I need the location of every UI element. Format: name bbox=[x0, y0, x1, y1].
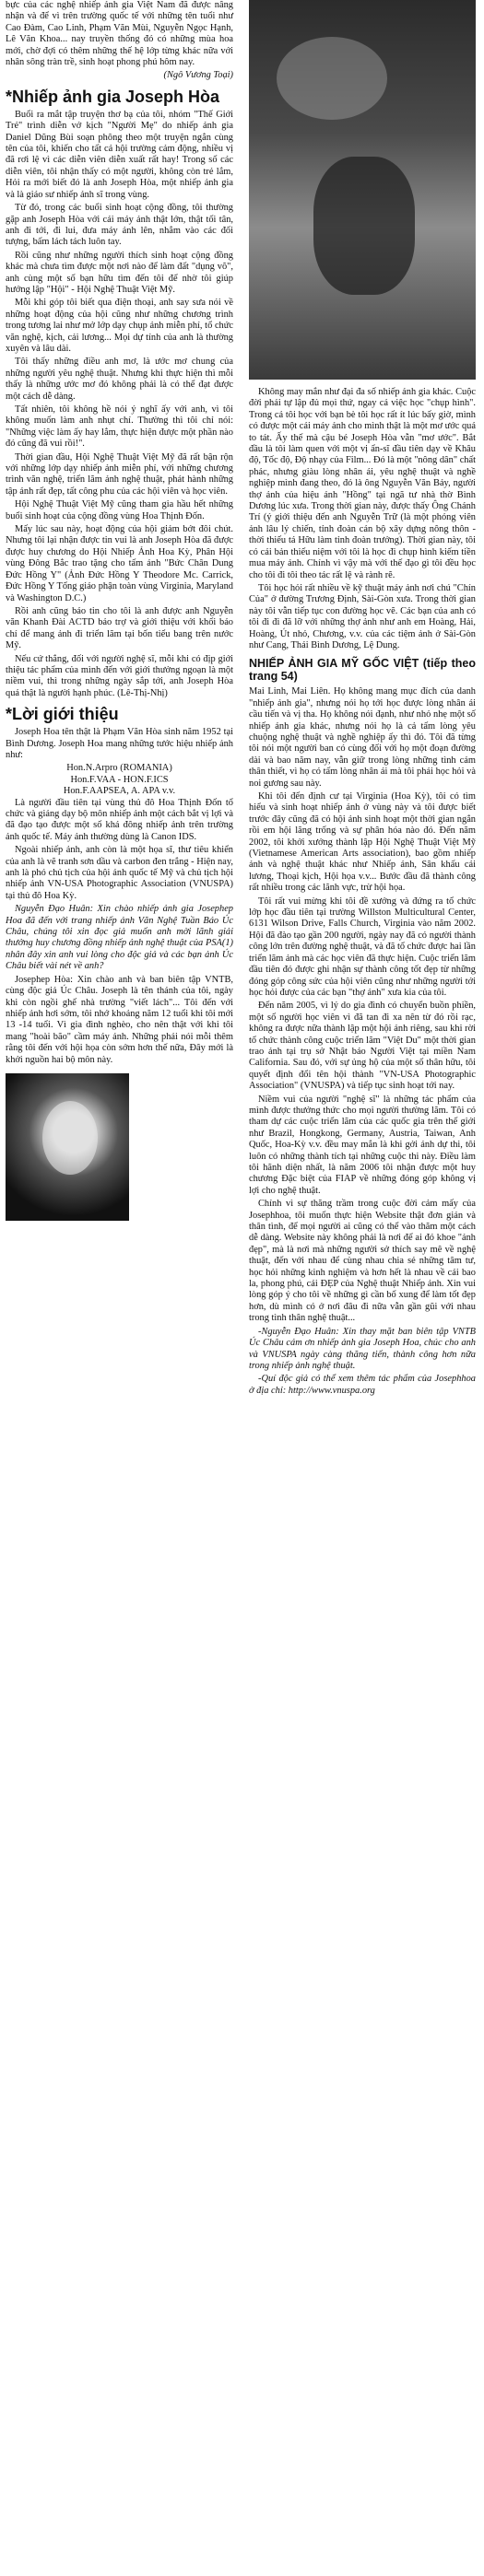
paragraph: Tất nhiên, tôi không hề nói ý nghĩ ấy với anh, vì tôi không muốn làm anh nhụt chí. Thường thì tôi chỉ nói: "Những việc làm ấy hay lắm, thực hiện được một phần nào đó cũng đã vui rồi!". bbox=[6, 404, 233, 450]
paragraph: Mấy lúc sau này, hoạt động của hội giảm bớt đôi chút. Nhưng tôi lại nhận được tin vui là anh Joseph Hòa đã được được huy chương do Hội Nhiếp Ảnh Hoa Kỳ, Phân Hội vùng Đông Bắc trao tặng cho tấm ảnh "Bức Chân Dung Đức Hồng Y" (Ảnh Đức Hồng Y Theodore Mc. Carrick, Đức Hồng Y Tổng giáo phận toàn vùng Virginia, Maryland và Washington D.C.) bbox=[6, 524, 233, 603]
paragraph: Là người đầu tiên tại vùng thủ đô Hoa Thịnh Đốn tổ chức và giảng dạy bộ môn nhiếp ảnh một cách bắt vị lợi và đã đạo tạo được một số khá đông nhiếp ảnh trên trường ảnh quốc tế. Máy ảnh thường dùng là Canon IDS. bbox=[6, 797, 233, 842]
paragraph: Thời gian đầu, Hội Nghệ Thuật Việt Mỹ đã rất bận rộn với những lớp dạy nhiếp ảnh miễn phí, với những chương trình văn nghệ, triển lãm ảnh nghệ thuật, phát hành những tập ảnh rất đẹp, tất công phu của các hội viên và học viên. bbox=[6, 451, 233, 497]
author-signature: (Ngô Vương Toại) bbox=[163, 70, 233, 81]
award-line: Hon.F.VAA - HON.F.ICS bbox=[70, 774, 169, 785]
interview-question: Nguyễn Đạo Huân: Xin chào nhiếp ảnh gia Josephep Hoa đã đến với trang nhiếp ảnh Văn Nghệ Tuần Báo Úc Châu, chúng tôi xin đọc giả muốn anh mời lãnh giải thưởng huy chương đồng nhiếp ảnh nghệ thuật của PSA(1) nhân đây xin anh vui lòng cho độc giả và các bạn ảnh Úc Châu biết vài nét về anh? bbox=[6, 904, 233, 972]
paragraph: Niềm vui của người "nghệ sĩ" là những tác phẩm của mình được thưởng thức cho mọi người thường lãm. Tôi có tham dự các cuộc triển lãm của các quốc gia trên thế giới như Brazil, Hongkong, Germany, Austria, Taiwan, Anh Quốc, Hoa-Kỳ v.v. đều may mắn là khi gởi ảnh dự thi, tôi luôn có những thành tích tại những cuộc thi này. Điều làm tôi hãnh diện nhất, là năm 2006 tôi nhận được một huy chương Đặc biệt của FIAP về những đóng góp không vị lợi cho nghệ thuật. bbox=[249, 1094, 476, 1196]
left-column bbox=[6, 0, 233, 1221]
paragraph: Chính vì sự thăng trầm trong cuộc đời cảm mấy của Josephhoa, tôi muốn thực hiện Website thật đơn giản và thân tình, để mọi người ai cũng có thể vào thăm một cách dễ dàng. Website này không phải là nơi để ai đó khoe "ảnh đẹp", mà là nơi mà những người sở thích say mê về nghệ thuật, đến với nhau để cùng nhau chia sẻ những tâm tư, học hỏi những kinh nghiệm và hơn hết là nhau về cái bao la, phong phú, cái ĐẸP của Nghệ thuật Nhiếp ảnh. Xin vui lòng góp ý cho tôi về những gì cần bố xung để làm tốt đẹp hơn, dù mình có ở nơi đâu đi nữa vẫn gần gũi với nhau trong tình thân nghệ thuật... bbox=[249, 1199, 476, 1324]
paragraph: Rồi cũng như những người thích sinh hoạt cộng đồng khác mà chưa tìm được một nơi nào để làm đất "dụng võ", anh cùng một số bạn hữu tìm đến tôi để nhờ tôi giúp hướng lập "Hội" - Hội Nghệ Thuật Việt Mỹ. bbox=[6, 250, 233, 295]
paragraph: Buổi ra mắt tập truyện thơ bạ của tôi, nhóm "Thế Giới Trẻ" trình diễn vở kịch "Người Mẹ" do nhiếp ảnh gia Daniel Dũng Bùi soạn phông theo một truyện ngắn cùng tên của tôi, khiến cho tất cả hội trường cảm động, nhiều vị đã rơi lệ vì các diễn viên diễn xuất rất hay! Trong số các diễn viên, tôi nhận thấy có một người, không còn trẻ lắm, Hỏi ra mới biết đó là anh Joseph Hòa, một nhiếp ảnh gia và là giáo sư nhiếp ảnh sĩ trong vùng. bbox=[6, 109, 233, 200]
intro-paragraph: bực của các nghệ nhiếp ảnh gia Việt Nam đã được nâng nhận và để vì trên trường quốc tế với những tên tuổi như Cao Đàm, Cao Linh, Phạm Văn Mùi, Nguyễn Ngọc Hạnh, Lê Văn Khoa... nay truyền thống đó có những mùa hoa mới, chờ đợi có thêm những thế hệ lớp từng khác nữa với nhân sông tràn trề, sinh hoạt phong phú hôm nay. bbox=[6, 0, 233, 68]
paragraph: Ngoài nhiếp ảnh, anh còn là một họa sĩ, thư tiêu khiển của anh là vẽ tranh sơn dầu và carbon đen trắng - Hiện nay, anh là phó chủ tịch của hội ảnh quốc tế Mỹ và chủ tịch hội nhiếp ảnh VN-USA Photographic Association (VNUSPA) tại thủ đô Hoa Kỳ. bbox=[6, 845, 233, 901]
paragraph: Joseph Hoa tên thật là Phạm Văn Hòa sinh năm 1952 tại Bình Dương. Joseph Hoa mang những tước hiệu nhiếp ảnh như: bbox=[6, 727, 233, 760]
paragraph: Đến năm 2005, vì lý do gia đình có chuyển buồn phiền, một số người học viên vì đã tan đi xa nên từ đó rồi rạc, không ra được nữa thành lập một hội ảnh riêng, sau khi rời tổ chức thành công cuộc triển lãm "Việt Du" một thời gian trao ảnh tại trụ sở Nhật báo Người Việt tại miền Nam California. Sau đó, với sự ủng hộ của một số thân hữu, tôi quyết định đổi tên hội thành "VN-USA Photographic Association" (VNUSPA) và tiếp tục sinh hoạt tới nay. bbox=[249, 1001, 476, 1092]
portrait-photo bbox=[6, 1073, 129, 1221]
section-heading-continued: NHIẾP ẢNH GIA MỸ GỐC VIỆT (tiếp theo trang 54) bbox=[249, 657, 476, 684]
paragraph: Nếu cứ thắng, đối với người nghệ sĩ, mỗi khi có địp giới thiệu tác phẩm của mình đến với giới thưởng ngoạn là một niềm vui, thì trong những ngày sắp tới, anh Joseph Hòa quả thật là người hạnh phúc. (Lê-Thị-Nhị) bbox=[6, 653, 233, 698]
paragraph: Rồi anh cũng báo tin cho tôi là anh được anh Nguyễn văn Khanh Đài ACTD bảo trợ và giới thiệu với khối báo chí để mang ảnh đi triển lãm tại bốn tiểu bang trên nước Mỹ. bbox=[6, 605, 233, 651]
paragraph: Khi tôi đến định cư tại Virginia (Hoa Kỳ), tôi có tìm hiểu và sinh hoạt nhiếp ảnh ở vùng này và tôi được biết trước đây cũng đã có hội ảnh sinh hoạt một thời gian ngắn rồi em hội lãng trống và sự phân hóa nào đó. Đến năm 2002, tôi khởi xướng thành lập Hội Nghệ Thuật Việt Mỹ (Vietnamese American Arts association), bao gồm nhiếp ảnh và nghệ thuật khác như Nhiếp ảnh, Sân khấu cải lương, Thoại kịch, Hội họa v.v... Bước đầu đã thành công rất nhiều trong các lãnh vực, trừ hội họa. bbox=[249, 791, 476, 894]
closing-thanks: -Nguyễn Đạo Huân: Xin thay mặt ban biên tập VNTB Úc Châu cám ơn nhiếp ảnh gia Joseph Hoa, chúc cho anh và VNUSPA ngày càng thăng tiến, thành công hơn nữa trong nhiếp ảnh nghệ thuật. bbox=[249, 1326, 476, 1371]
award-line: Hon.N.Arpro (ROMANIA) bbox=[66, 763, 172, 774]
website-note: -Quí độc giả có thể xem thêm tác phẩm của Josephhoa ở địa chỉ: http://www.vnuspa.org bbox=[249, 1374, 476, 1396]
interview-answer: Josephep Hòa: Xin chào anh và ban biên tập VNTB, cùng độc giả Úc Châu. Joseph là tên thánh của tôi, ngày khi còn ngồi ghế nhà trường "viết lách"... Tôi đến với nhiếp ảnh hơi sớm, tôi nhớ khoảng năm 12 tuổi khi tôi mới 13 -14 tuổi. Vì gia đình nghèo, cho nên thật với khi tôi mang "hoài bão" cầm máy ảnh. Những phải nói mỗi thêm rằng tôi đến với hội họa còn sớm hơn thế nữa, Đây mới là khởi nguồn hai bộ môn này. bbox=[6, 974, 233, 1065]
paragraph: Không may mắn như đại đa số nhiếp ảnh gia khác. Cuộc đời phải tự lập đủ mọi thứ, ngay cả việc học "chụp hình". Trong cả tôi học với bạn bè tôi học rất ít lúc bấy giờ, mình có được một cái máy ảnh cho mình thật là một mơ ước quá to tát. Ấy thế mà cậu bé Joseph Hòa vẫn "mơ ước". Bắt đầu là tôi làm quen với một vị ẩn-sĩ đầu tiên dạy về Khâu độ, Tốc độ, Độ nhạy của Film... Đó là một "nông dân" chất phác, nhưng giàu lòng nhân ái, yêu nghệ thuật và nghề nghiệp mình đang theo, đó là ông Nguyễn Văn Bảy, người thợ ảnh của hiệu ảnh "Hồng" tại ngã tư nhà thờ Bình Dương lúc xưa. Trong thời gian này, được thấy Ông Chánh Trí (ý giới thiệu đến anh Nguyễn Trữ (là một phóng viên ảnh lâu lý chiến, tỉnh đoàn cán bộ xây dựng nông thôn - thời thiếu tá Hữu làm tỉnh đoàn trưởng). Thời gian này, tôi có cái bản thiếu niệm với tôi là học đi chụp hình kiếm tiền mua máy ảnh. Chính vì vậy mà với thế đạo gì tôi đều học cho tôi đi tôi theo tác rất lệ và rành rẽ. bbox=[249, 387, 476, 580]
section-heading-joseph: *Nhiếp ảnh gia Joseph Hòa bbox=[6, 87, 220, 106]
paragraph: Từ đó, trong các buổi sinh hoạt cộng đồng, tôi thường gặp anh Joseph Hòa với cái máy ảnh thật lớn, thật tối tân, anh đi tới, đi lui, đưa máy ảnh lên, nhắm vào các đối tượng, bấm lách tách luôn tay. bbox=[6, 203, 233, 248]
paragraph: Tôi thấy những điều anh mơ, là ước mơ chung của những người yêu nghệ thuật. Nhưng khi thực hiện thì mỗi thấy là những ước mơ đó không phải là có thể đạt được một cách dễ dàng. bbox=[6, 357, 233, 402]
portrait-figure bbox=[42, 1101, 98, 1175]
paragraph: Tôi rất vui mừng khi tôi đề xướng và đứng ra tổ chức lớp học đầu tiên tại trường Willston Multicultural Center, 6131 Wilson Drive, Falls Church, Virginia vào năm 2002. Hội đã đào tạo gần 200 người, ngày nay đã có người thành công lớn trên đường nghệ thuật, và đã tổ chức được hai lần triển lãm ảnh mà các học viên đã thực hiện. Cuộc triển lãm đầu tiên đó được ghi nhận sự thành công tốt đẹp từ những đóng góp công sức của hội viên cũng như những người tới học hỏi được của các bạn "thợ ảnh" xưa kia của tôi. bbox=[249, 896, 476, 998]
photo-highlight bbox=[277, 37, 387, 120]
landscape-photo bbox=[249, 0, 476, 380]
paragraph: Mai Linh, Mai Liên. Họ không mang mục đích của danh "nhiếp ảnh gia", nhưng nói họ tới học được lòng nhân ái cầu tiến và vị tha. Họ không nói đạnh, như nhỏ nhẹ một số nhiếp ảnh gia khác, nhưng nói họ là cả tấm lòng yêu chuộng nghệ thuật và nghề nghiệp ấy thì đó. Tôi đã từng tôi nói một người ban có cùng đối với họ một đoạn đường dài và bao năm nay, vẫn giữ trong lòng những tình cảm thân thiết, vì họ có tấm lòng nhân ái mà tôi phải học hỏi và noi gương sau này. bbox=[249, 686, 476, 789]
award-line: Hon.F.AAPSEA, A. APA v.v. bbox=[63, 786, 176, 797]
section-heading-intro: *Lời giới thiệu bbox=[6, 705, 119, 724]
paragraph: Hội Nghệ Thuật Việt Mỹ cũng tham gia hầu hết những buổi sinh hoạt của cộng đồng vùng Hoa Thịnh Đốn. bbox=[6, 499, 233, 521]
paragraph: Tôi học hỏi rất nhiều về kỹ thuật máy ảnh nơi chú "Chín Của" ở đường Trương Định, Sài-Gòn xưa. Trong thời gian này tôi vẫn tiếp tục con đường học vẽ. Các bạn của anh có tôi đi đi đã lỡ với những thợ ảnh như anh em Hoàng, Hải, Hoàng, Út nhỏ, Chương, v.v. của các tiệm ảnh ở Sài-Gòn như Cang, Thái Bình Dương, Lệ Dung. bbox=[249, 582, 476, 650]
right-column bbox=[249, 0, 476, 1399]
paragraph: Mỗi khi góp tôi biết qua điện thoại, anh say sưa nói về những hoạt động của hội cũng như những chương trình trong tương lai như mở lớp dạy chụp ảnh miễn phí, tổ chức văn nghệ, kịch, cải lương... Mọi dự tính của anh là thường xuyên và lâu dài. bbox=[6, 298, 233, 354]
photo-subject bbox=[313, 157, 415, 295]
